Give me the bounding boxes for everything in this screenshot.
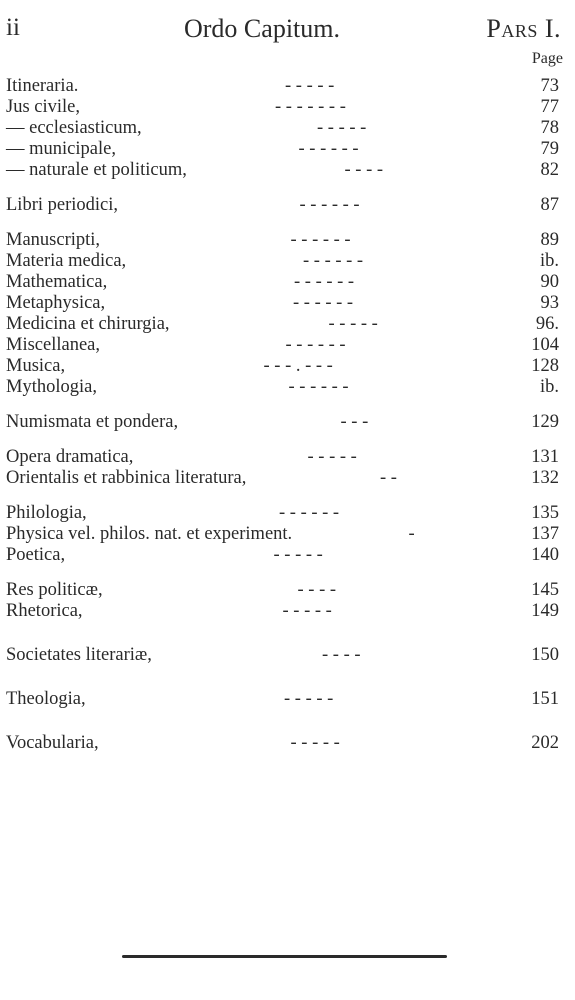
entry-title: Musica, <box>6 356 66 376</box>
leader-dashes: - - - - - - <box>290 230 351 250</box>
leader-dashes: - - - - - - <box>279 503 340 523</box>
entry-page: 149 <box>531 601 559 621</box>
entry-page: 135 <box>531 503 559 523</box>
entry-title: Mathematica, <box>6 272 108 292</box>
entry-title: Theologia, <box>6 689 86 709</box>
page-header <box>0 14 575 54</box>
entry-page: 150 <box>531 645 559 665</box>
entry-title: Medicina et chirurgia, <box>6 314 170 334</box>
entry-title: Poetica, <box>6 545 66 565</box>
toc-entry <box>0 356 575 377</box>
leader-dashes: - - - - - <box>290 733 340 753</box>
page-title: Ordo Capitum. <box>184 14 340 43</box>
leader-dashes: - - - - - - <box>293 293 354 313</box>
group-spacer <box>0 489 575 503</box>
leader-dashes: - - - - - <box>317 118 367 138</box>
leader-dashes: - - - - - - <box>303 251 364 271</box>
toc-entry <box>0 524 575 545</box>
leader-dashes: - - - - - - - <box>275 97 346 117</box>
group-spacer <box>0 710 575 733</box>
toc-entry <box>0 97 575 118</box>
entry-page: 202 <box>531 733 559 753</box>
entry-title: Societates literariæ, <box>6 645 152 665</box>
group-spacer <box>0 622 575 645</box>
entry-page: 73 <box>540 76 559 96</box>
toc-entry <box>0 377 575 398</box>
leader-dashes: - - - - - <box>284 689 334 709</box>
entry-title: — ecclesiasticum, <box>6 118 142 138</box>
entry-title: Numismata et pondera, <box>6 412 179 432</box>
entry-page: 151 <box>531 689 559 709</box>
toc-group <box>0 195 575 216</box>
leader-dashes: - - - - - - <box>299 195 360 215</box>
toc-group <box>0 645 575 666</box>
page-column-label: Page <box>531 50 563 67</box>
toc-entry <box>0 447 575 468</box>
toc-entry <box>0 580 575 601</box>
leader-dashes: - - - - <box>322 645 361 665</box>
toc-entry <box>0 645 575 666</box>
toc-group <box>0 580 575 622</box>
toc-entry <box>0 601 575 622</box>
toc-group <box>0 733 575 754</box>
entry-page: ib. <box>539 377 559 397</box>
group-spacer <box>0 433 575 447</box>
closing-rule <box>122 955 447 958</box>
toc-group <box>0 447 575 489</box>
toc-entry <box>0 76 575 97</box>
entry-title: Libri periodici, <box>6 195 118 215</box>
leader-dashes: - - - - - - <box>294 272 355 292</box>
entry-title: Miscellanea, <box>6 335 100 355</box>
toc-entry <box>0 412 575 433</box>
entry-page: 96. <box>535 314 559 334</box>
leader-dashes: - - - - - - <box>285 335 346 355</box>
entry-page: 87 <box>540 195 559 215</box>
group-spacer <box>0 398 575 412</box>
leader-dashes: - - - - - <box>273 545 323 565</box>
entry-page: 128 <box>531 356 559 376</box>
entry-page: 90 <box>540 272 559 292</box>
toc-entry <box>0 195 575 216</box>
entry-title: Itineraria. <box>6 76 79 96</box>
leader-dashes: - - - - - - <box>288 377 349 397</box>
entry-title: — municipale, <box>6 139 116 159</box>
leader-dashes: - - - - <box>297 580 337 600</box>
leader-dashes: - - - - <box>344 160 384 180</box>
leader-dashes: - - - . - - - <box>263 356 333 376</box>
leader-dashes: - - - <box>340 412 369 432</box>
toc-entry <box>0 468 575 489</box>
leader-dashes: - - - - - <box>285 76 335 96</box>
entry-page: 129 <box>531 412 559 432</box>
toc-entry <box>0 689 575 710</box>
table-of-contents <box>0 76 575 754</box>
entry-title: Manuscripti, <box>6 230 101 250</box>
group-spacer <box>0 566 575 580</box>
leader-dashes: - - <box>380 468 397 488</box>
group-spacer <box>0 216 575 230</box>
leader-dashes: - - - - - - <box>298 139 359 159</box>
entry-page: 140 <box>531 545 559 565</box>
group-spacer <box>0 181 575 195</box>
entry-title: Orientalis et rabbinica literatura, <box>6 468 247 488</box>
entry-title: Metaphysica, <box>6 293 106 313</box>
entry-page: 93 <box>540 293 559 313</box>
leader-dashes: - - - - - <box>282 601 332 621</box>
toc-group <box>0 503 575 566</box>
toc-entry <box>0 314 575 335</box>
toc-entry <box>0 293 575 314</box>
toc-entry <box>0 545 575 566</box>
entry-title: Vocabularia, <box>6 733 99 753</box>
toc-entry <box>0 251 575 272</box>
toc-entry <box>0 503 575 524</box>
entry-page: 145 <box>531 580 559 600</box>
leader-dashes: - - - - - <box>307 447 357 467</box>
entry-page: 79 <box>540 139 559 159</box>
entry-title: Philologia, <box>6 503 87 523</box>
entry-page: 131 <box>531 447 559 467</box>
toc-group <box>0 76 575 181</box>
page-number: ii <box>6 14 20 41</box>
toc-entry <box>0 139 575 160</box>
leader-dashes: - - - - - <box>328 314 378 334</box>
entry-page: 77 <box>540 97 559 117</box>
entry-page: 104 <box>531 335 559 355</box>
toc-group <box>0 412 575 433</box>
toc-entry <box>0 733 575 754</box>
toc-entry <box>0 272 575 293</box>
entry-title: Physica vel. philos. nat. et experiment. <box>6 524 293 544</box>
entry-title: Opera dramatica, <box>6 447 134 467</box>
toc-group <box>0 689 575 710</box>
entry-title: Mythologia, <box>6 377 97 397</box>
toc-entry <box>0 335 575 356</box>
part-label: Pars I. <box>486 14 561 43</box>
entry-page: 89 <box>540 230 559 250</box>
entry-title: — naturale et politicum, <box>6 160 187 180</box>
toc-group <box>0 230 575 398</box>
entry-page: 137 <box>531 524 559 544</box>
entry-page: ib. <box>539 251 559 271</box>
toc-entry <box>0 230 575 251</box>
entry-page: 78 <box>540 118 559 138</box>
toc-entry <box>0 160 575 181</box>
entry-page: 132 <box>531 468 559 488</box>
entry-page: 82 <box>540 160 559 180</box>
group-spacer <box>0 666 575 689</box>
toc-entry <box>0 118 575 139</box>
entry-title: Res politicæ, <box>6 580 103 600</box>
leader-dashes: - <box>408 524 415 544</box>
entry-title: Jus civile, <box>6 97 80 117</box>
entry-title: Materia medica, <box>6 251 127 271</box>
entry-title: Rhetorica, <box>6 601 83 621</box>
